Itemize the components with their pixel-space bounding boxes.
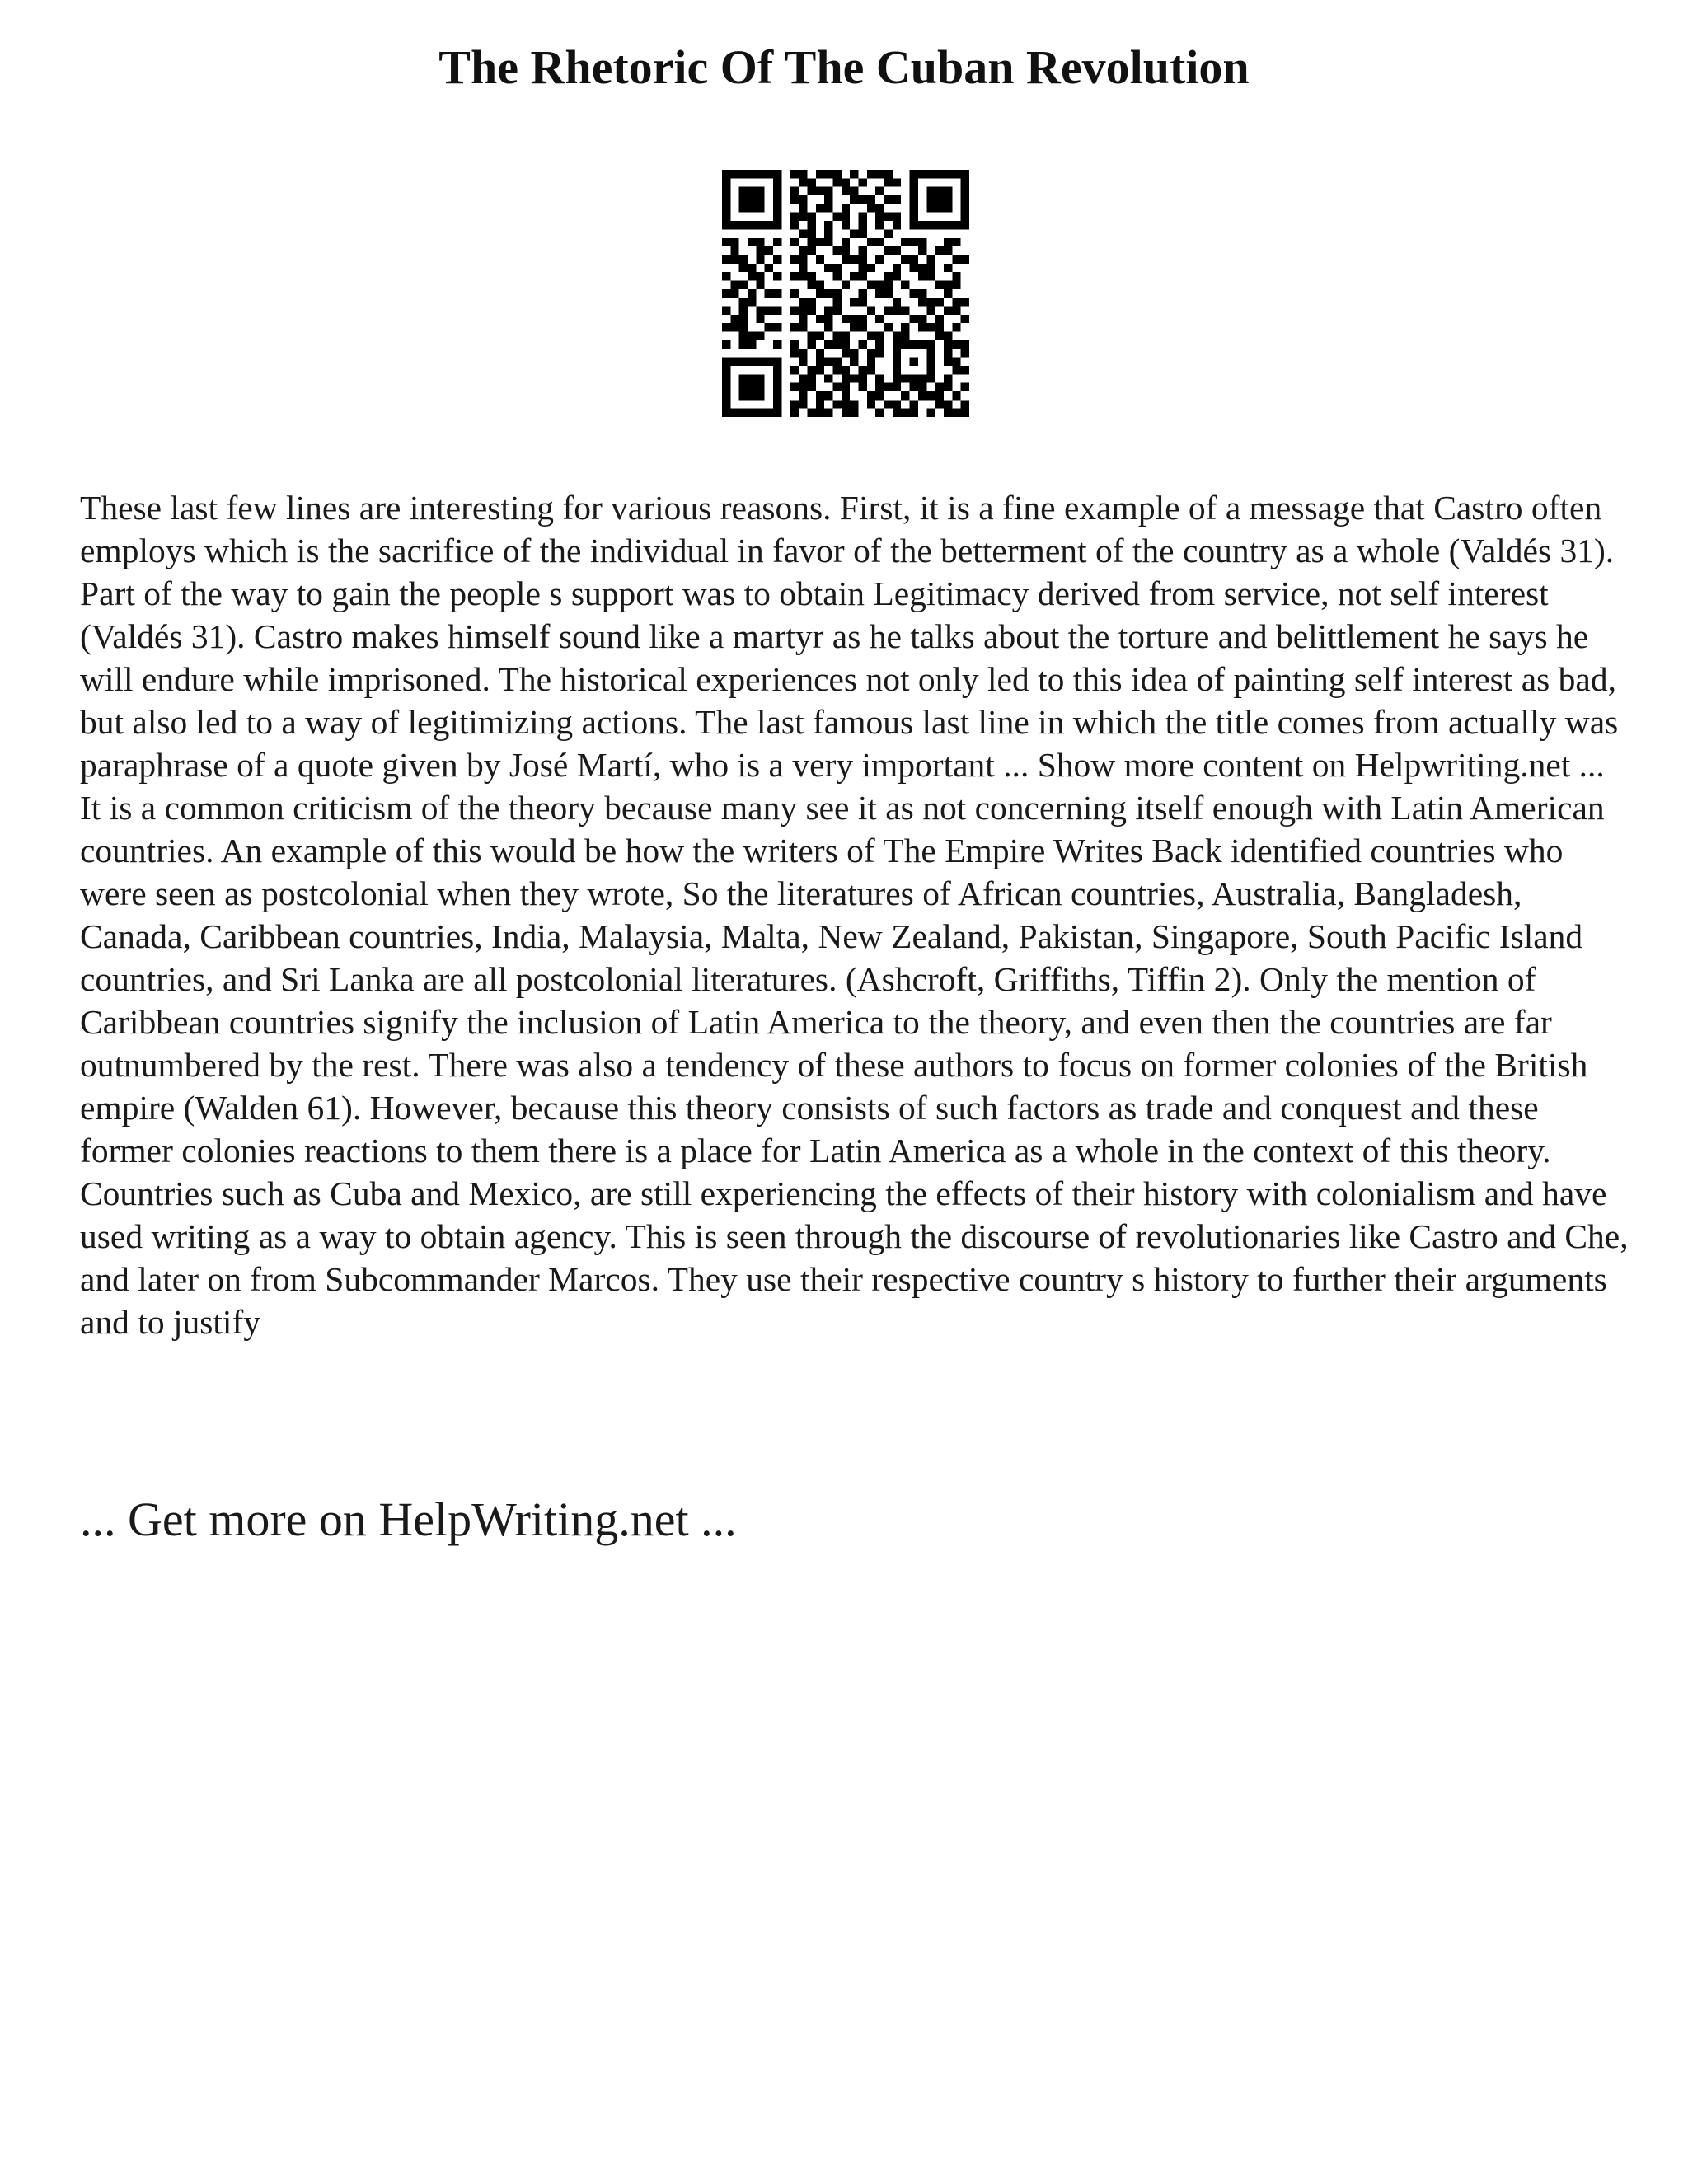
page-title: The Rhetoric Of The Cuban Revolution xyxy=(438,40,1250,94)
body-paragraph: It is a common criticism of the theory because many see it as not concerning itself enough with Latin American countries. An example of this would be how the writers of The Empire Writes Back identified countries who were seen as postcolonial when they wrote, So the literatures of African countries, Australia, Bangladesh, Canada, Caribbean countries, India, Malaysia, Malta, New Zealand, Pakistan, Singapore, South Pacific Island countries, and Sri Lanka are all postcolonial literatures. (Ashcroft, Griffiths, Tiffin 2). Only the mention of Caribbean countries signify the inclusion of Latin America to the theory, and even then the countries are far outnumbered by the rest. There was also a tendency of these authors to focus on former colonies of the British empire (Walden 61). However, because this theory consists of such factors as trade and conquest and these former colonies reactions to them there is a place for Latin America as a whole in the context of this theory. Countries such as Cuba and Mexico, are still experiencing the effects of their history with colonialism and have used writing as a way to obtain agency. This is seen through the discourse of revolutionaries like Castro and Che, and later on from Subcommander Marcos. They use their respective country s history to further their arguments and to justify xyxy=(80,789,1629,1341)
get-more-link[interactable]: ... Get more on HelpWriting.net ... xyxy=(80,1493,737,1546)
document-body xyxy=(80,486,1629,1343)
qr-code-icon xyxy=(722,170,969,417)
body-paragraph: These last few lines are interesting for various reasons. First, it is a fine example of a message that Castro often employs which is the sacrifice of the individual in favor of the betterment of the country as a whole (Valdés 31). Part of the way to gain the people s support was to obtain Legitimacy derived from service, not self interest (Valdés 31). Castro makes himself sound like a martyr as he talks about the torture and belittlement he says he will endure while imprisoned. The historical experiences not only led to this idea of painting self interest as bad, but also led to a way of legitimizing actions. The last famous last line in which the title comes from actually was paraphrase of a quote given by José Martí, who is a very important ... Show more content on Helpwriting.net ... xyxy=(80,489,1619,784)
